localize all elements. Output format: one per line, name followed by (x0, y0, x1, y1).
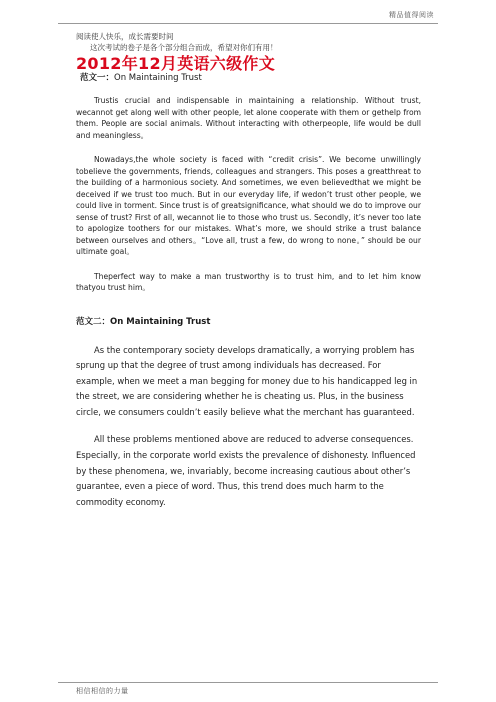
section-1-paragraph: Nowadays,the whole society is faced with “credit crisis”. We become unwillingly tobelieve the governments, friends, colleagues and strangers. This poses a greatthreat to the building of a harmonious society. And sometimes, we even believedthat we might be deceived if we trust too much. But in our everyday life, if wedon’t trust other people, we could live in torment. Since trust is of greatsignificance, what should we do to improve our sense of trust? First of all, wecannot lie to those who trust us. Secondly, it’s never too late to apologize toothers for our mistakes. What’s more, we should strike a trust balance between ourselves and others。“Love all, trust a few, do wrong to none。” should be our ultimate goal。 (76, 155, 421, 256)
document-title: 2012年12月英语六级作文 (76, 54, 275, 73)
footer-tagline: 相信相信的力量 (76, 687, 129, 695)
motto-line-2: 这次考试的卷子是各个部分组合而成，希望对你们有用！ (90, 43, 278, 52)
motto-line-1: 阅读使人快乐，成长需要时间 (76, 32, 174, 41)
section-2-heading (76, 316, 421, 328)
section-2-subtitle: On Maintaining Trust (110, 316, 211, 327)
section-1-label: 范文一： (80, 73, 115, 83)
header-tagline: 精品值得阅读 (389, 11, 434, 19)
document-body (76, 31, 421, 510)
section-2-paragraph: All these problems mentioned above are reduced to adverse consequences. Especially, in the corporate world exists the prevalence of dishonesty. Influenced by these phenomena, we, invariably, become increasing cautious about other’s guarantee, even a piece of word. Thus, this trend does much harm to the commodity economy. (76, 434, 416, 507)
section-1-paragraph: Theperfect way to make a man trustworthy is to trust him, and to let him know thatyou trust him。 (76, 271, 421, 292)
section-2-label: 范文二： (76, 316, 111, 327)
header-divider (58, 23, 438, 24)
section-1-paragraph: Trustis crucial and indispensable in maintaining a relationship. Without trust, wecannot get along well with other people, let alone cooperate with them or gethelp from them. People are social animals. Without interacting with otherpeople, life would be dull and meaningless。 (76, 96, 421, 140)
section-1-subtitle: On Maintaining Trust (114, 73, 202, 83)
section-2-paragraph: As the contemporary society develops dramatically, a worrying problem has sprung up that the degree of trust among individuals has decreased. For example, when we meet a man begging for money due to his handicapped leg in the street, we are considering whether he is cheating us. Plus, in the business circle, we consumers couldn’t easily believe what the merchant has guaranteed. (76, 344, 418, 417)
footer-divider (58, 682, 438, 683)
